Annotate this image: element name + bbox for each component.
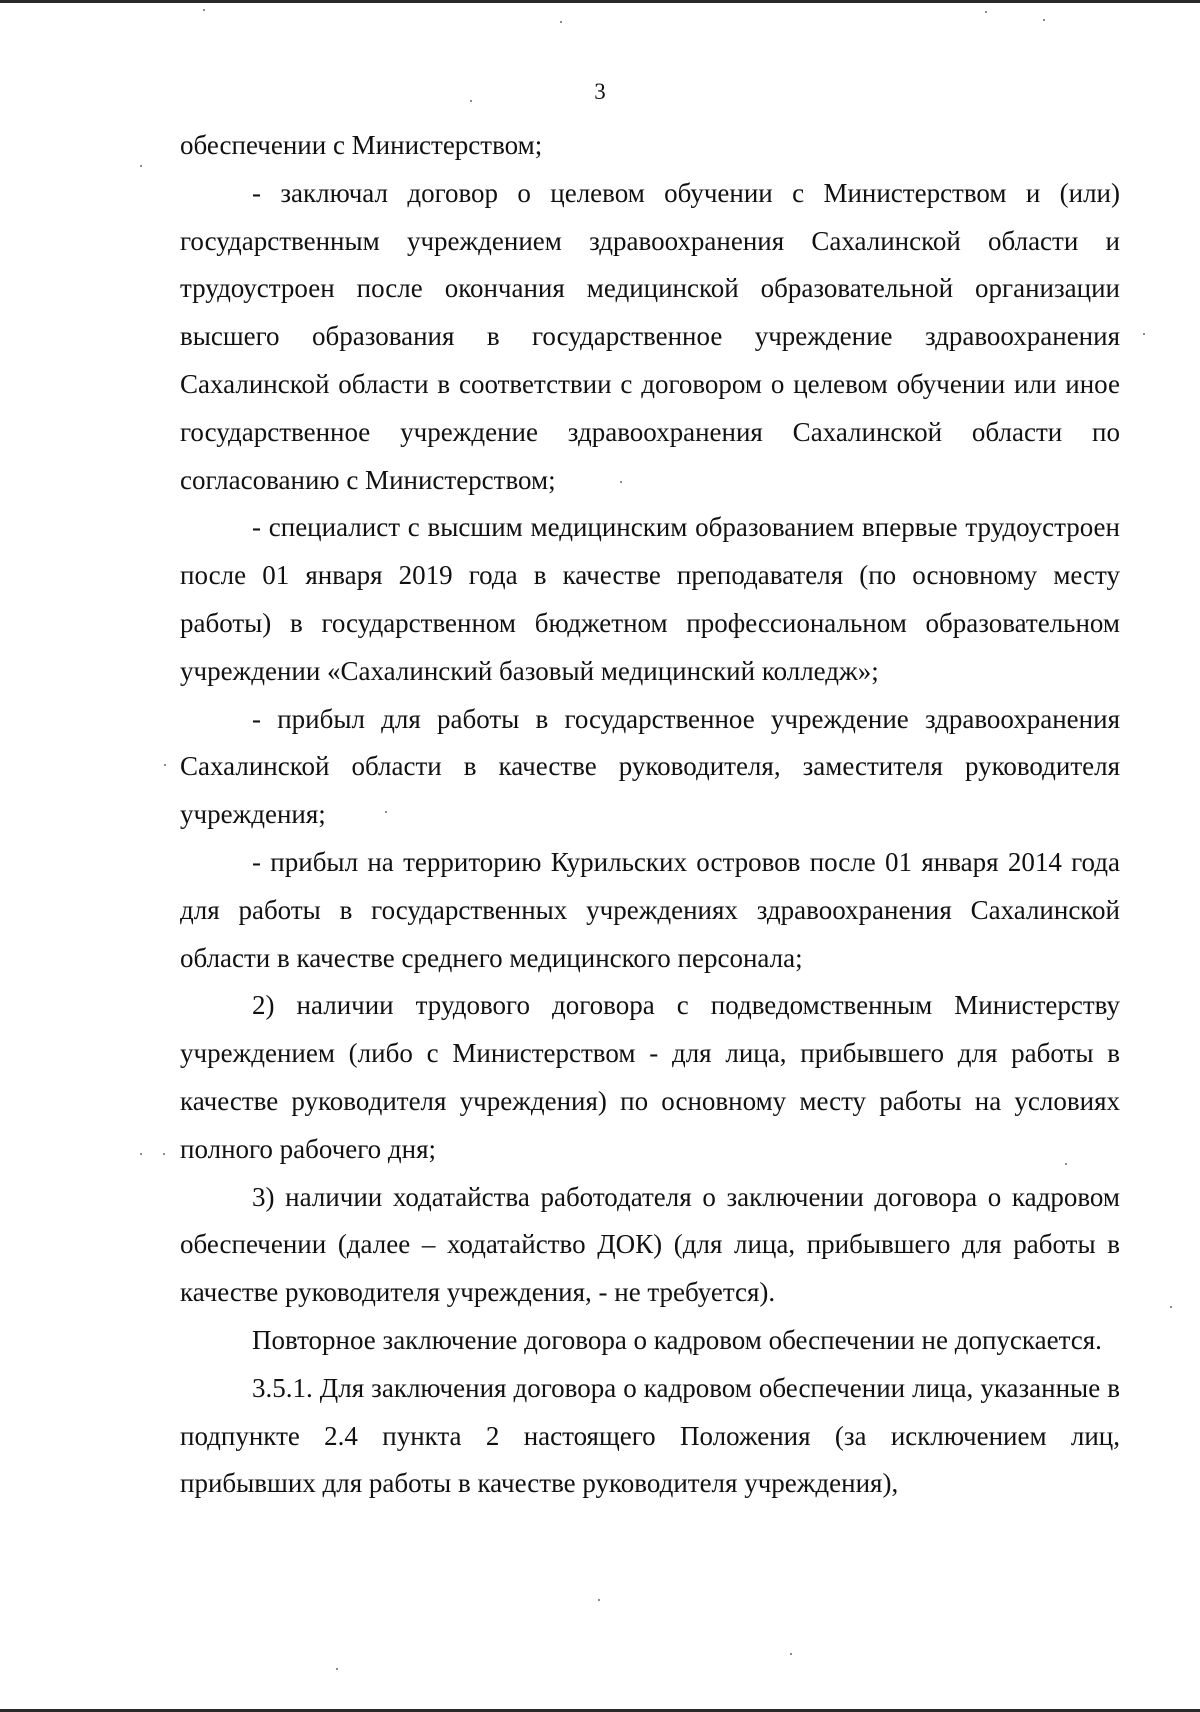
scan-speck	[1170, 1306, 1172, 1308]
paragraph-labor-contract: 2) наличии трудового договора с подведомственным Министерству учреждением (либо с Министерством - для лица, прибывшего для работы в качестве руководителя учреждения) по основному месту работы на условиях полного рабочего дня;	[180, 990, 1120, 1164]
document-body	[180, 122, 1120, 1508]
paragraph-kuril-islands: - прибыл на территорию Курильских островов после 01 января 2014 года для работы в государственных учреждениях здравоохранения Сахалинской области в качестве среднего медицинского персонала;	[180, 846, 1120, 973]
paragraph-manager: - прибыл для работы в государственное учреждение здравоохранения Сахалинской области в качестве руководителя, заместителя руководителя учреждения;	[180, 703, 1120, 830]
paragraph-repeat-contract: Повторное заключение договора о кадровом обеспечении не допускается.	[252, 1324, 1102, 1355]
scan-speck	[140, 1153, 142, 1155]
scan-speck	[598, 1599, 600, 1601]
paragraph-employer-petition: 3) наличии ходатайства работодателя о заключении договора о кадровом обеспечении (далее – ходатайство ДОК) (для лица, прибывшего для работы в качестве руководителя учреждения, - не требуется).	[180, 1181, 1120, 1308]
scan-speck	[203, 9, 205, 11]
scan-speck	[470, 100, 472, 102]
scan-speck	[385, 811, 387, 813]
scan-speck	[336, 1668, 338, 1670]
scan-speck	[620, 481, 622, 483]
paragraph-continuation: обеспечении с Министерством;	[180, 130, 543, 160]
paragraph-teacher-specialist: - специалист с высшим медицинским образованием впервые трудоустроен после 01 января 2019 года в качестве преподавателя (по основному месту работы) в государственном бюджетном профессиональном образовательном учреждении «Сахалинский базовый медицинский колледж»;	[180, 512, 1120, 686]
scan-speck	[140, 165, 142, 167]
paragraph-3-5-1: 3.5.1. Для заключения договора о кадровом обеспечении лица, указанные в подпункте 2.4 пункта 2 настоящего Положения (за исключением лиц, прибывших для работы в качестве руководителя учреждения),	[180, 1372, 1120, 1499]
scan-speck	[163, 1153, 165, 1155]
scan-speck	[560, 21, 562, 23]
scan-speck	[1043, 19, 1045, 21]
scan-speck	[985, 11, 987, 13]
scan-speck	[790, 1653, 792, 1655]
paragraph-target-training: - заключал договор о целевом обучении с Министерством и (или) государственным учреждением здравоохранения Сахалинской области и трудоустроен после окончания медицинской образовательной организации высшего образования в государственное учреждение здравоохранения Сахалинской области в соответствии с договором о целевом обучении или иное государственное учреждение здравоохранения Сахалинской области по согласованию с Министерством;	[180, 177, 1120, 495]
page-number: 3	[594, 79, 606, 104]
scan-speck	[1065, 1163, 1067, 1165]
scan-speck	[164, 764, 166, 766]
scan-speck	[1143, 333, 1145, 335]
